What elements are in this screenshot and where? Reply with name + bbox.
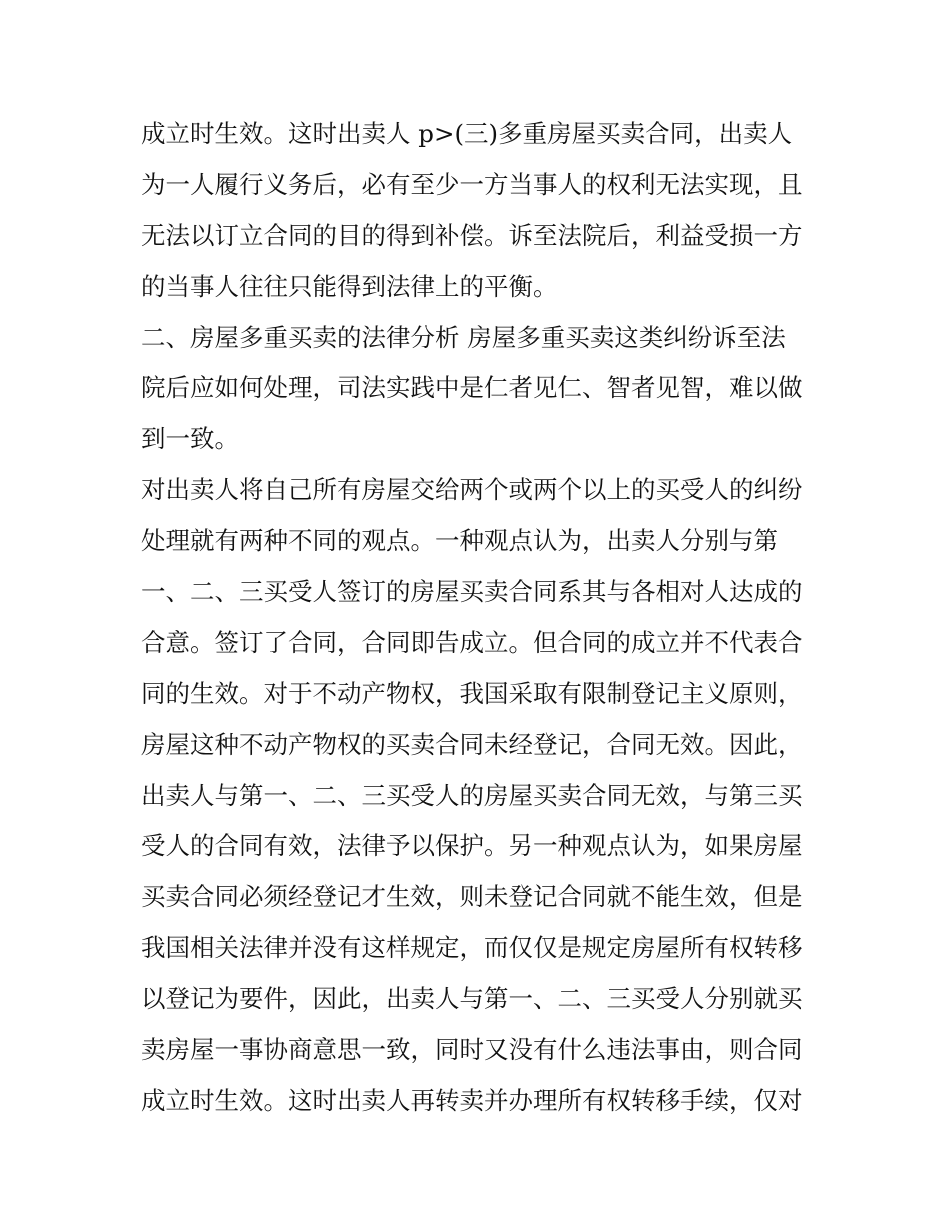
text-line: 同的生效。对于不动产物权，我国采取有限制登记主义原则， [141, 678, 803, 708]
text-line: 为一人履行义务后，必有至少一方当事人的权利无法实现，且 [141, 169, 803, 199]
text-line: 的当事人往往只能得到法律上的平衡。 [141, 271, 558, 301]
text-line: 二、房屋多重买卖的法律分析 房屋多重买卖这类纠纷诉至法 [141, 322, 786, 352]
text-line: 成立时生效。这时出卖人 p>(三)多重房屋买卖合同，出卖人 [141, 119, 793, 148]
text-line: 买卖合同必须经登记才生效，则未登记合同就不能生效，但是 [141, 882, 803, 912]
text-line: 合意。签订了合同，合同即告成立。但合同的成立并不代表合 [141, 627, 803, 657]
text-line: 成立时生效。这时出卖人再转卖并办理所有权转移手续，仅对 [141, 1085, 803, 1115]
text-line: 无法以订立合同的目的得到补偿。诉至法院后，利益受损一方 [141, 220, 803, 250]
document-body [141, 109, 821, 1127]
text-line: 处理就有两种不同的观点。一种观点认为，出卖人分别与第 [141, 526, 778, 556]
text-line: 院后应如何处理，司法实践中是仁者见仁、智者见智，难以做 [141, 373, 803, 403]
text-line: 到一致。 [141, 424, 239, 454]
text-line: 以登记为要件，因此，出卖人与第一、二、三买受人分别就买 [141, 984, 803, 1014]
text-line: 出卖人与第一、二、三买受人的房屋买卖合同无效，与第三买 [141, 780, 803, 810]
text-line: 对出卖人将自己所有房屋交给两个或两个以上的买受人的纠纷 [141, 475, 803, 505]
text-line: 房屋这种不动产物权的买卖合同未经登记，合同无效。因此， [141, 729, 803, 759]
text-line: 一、二、三买受人签订的房屋买卖合同系其与各相对人达成的 [141, 577, 803, 607]
text-line: 卖房屋一事协商意思一致，同时又没有什么违法事由，则合同 [141, 1035, 803, 1065]
text-line: 我国相关法律并没有这样规定，而仅仅是规定房屋所有权转移 [141, 933, 803, 963]
text-line: 受人的合同有效，法律予以保护。另一种观点认为，如果房屋 [141, 831, 803, 861]
